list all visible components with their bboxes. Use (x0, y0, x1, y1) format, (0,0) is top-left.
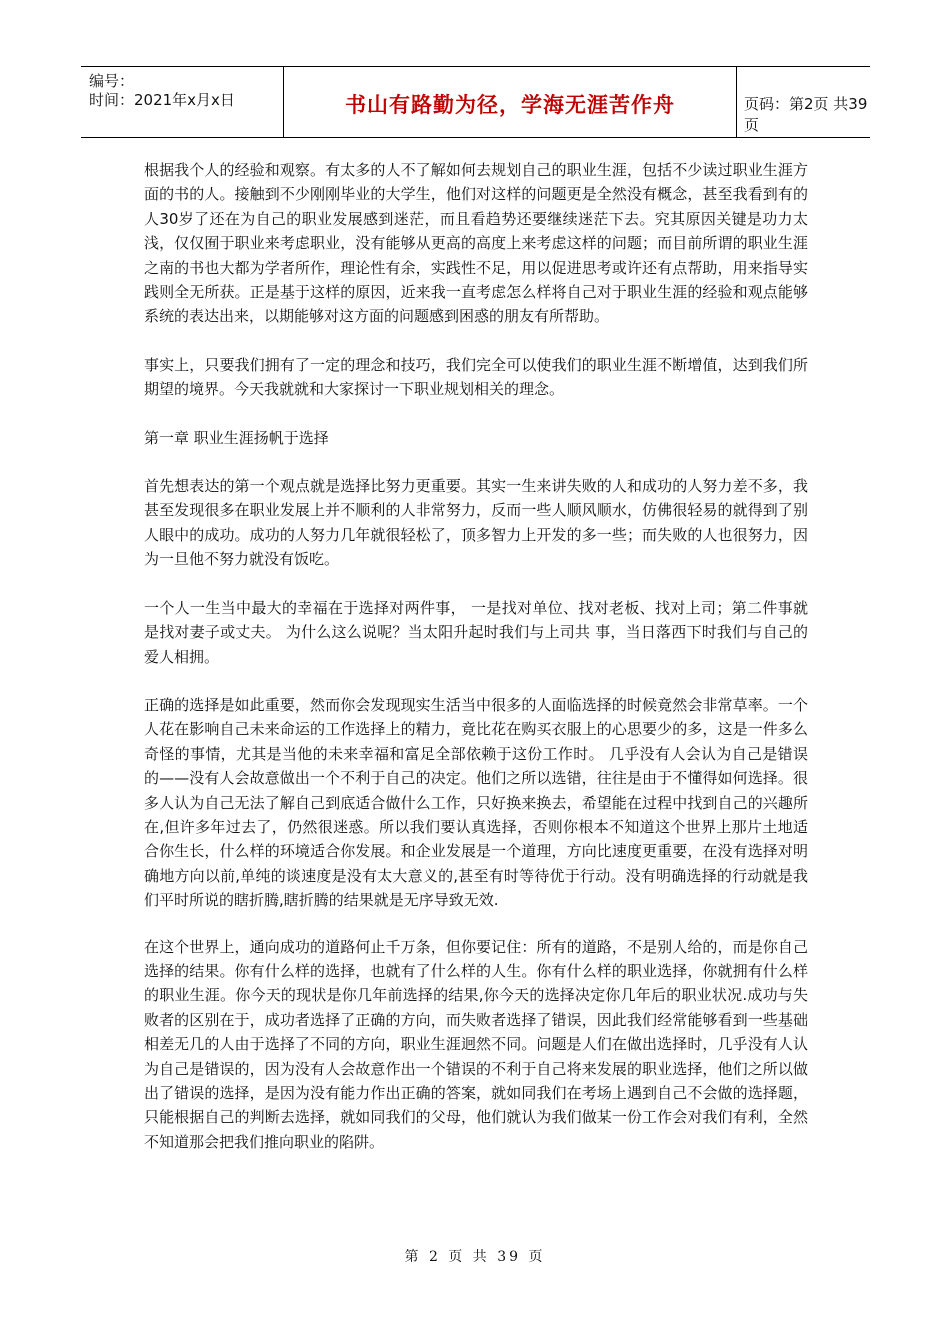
page-header (81, 66, 870, 138)
paragraph: 根据我个人的经验和观察。有太多的人不了解如何去规划自己的职业生涯，包括不少读过职业生涯方面的书的人。接触到不少刚刚毕业的大学生，他们对这样的问题更是全然没有概念，甚至我看到有的人30岁了还在为自己的职业发展感到迷茫，而且看趋势还要继续迷茫下去。究其原因关键是功力太浅，仅仅囿于职业来考虑职业，没有能够从更高的高度上来考虑这样的问题；而目前所谓的职业生涯之南的书也大都为学者所作，理论性有余，实践性不足，用以促进思考或许还有点帮助，用来指导实践则全无所获。正是基于这样的原因，近来我一直考虑怎么样将自己对于职业生涯的经验和观点能够系统的表达出来，以期能够对这方面的问题感到困惑的朋友有所帮助。 (144, 161, 808, 326)
document-number-label: 编号： (89, 72, 135, 90)
header-motto-cell (283, 67, 737, 137)
paragraph: 正确的选择是如此重要，然而你会发现现实生活当中很多的人面临选择的时候竟然会非常草率。一个人花在影响自己未来命运的工作选择上的精力，竟比花在购买衣服上的心思要少的多，这是一件多么奇怪的事情，尤其是当他的未来幸福和富足全部依赖于这份工作时。 几乎没有人会认为自己是错误的——没有人会故意做出一个不利于自己的决定。他们之所以选错，往往是由于不懂得如何选择。很多人认为自己无法了解自己到底适合做什么工作，只好换来换去，希望能在过程中找到自己的兴趣所在,但许多年过去了，仍然很迷惑。所以我们要认真选择，否则你根本不知道这个世界上那片土地适合你生长，什么样的环境适合你发展。和企业发展是一个道理，方向比速度更重要，在没有选择对明确地方向以前,单纯的谈速度是没有太大意义的,甚至有时等待优于行动。没有明确选择的行动就是我们平时所说的瞎折腾,瞎折腾的结果就是无序导致无效. (144, 695, 808, 910)
page-footer: 第 2 页 共 39 页 (404, 1249, 546, 1265)
paragraph: 一个人一生当中最大的幸福在于选择对两件事， 一是找对单位、找对老板、找对上司；第二件事就是找对妻子或丈夫。 为什么这么说呢？当太阳升起时我们与上司共 事，当日落西下时我们与自己的爱人相拥。 (144, 598, 808, 666)
document-body (144, 158, 808, 1154)
paragraph: 在这个世界上，通向成功的道路何止千万条，但你要记住：所有的道路，不是别人给的，而是你自己选择的结果。你有什么样的选择，也就有了什么样的人生。你有什么样的职业选择，你就拥有什么样的职业生涯。你今天的现状是你几年前选择的结果,你今天的选择决定你几年后的职业状况.成功与失败者的区别在于，成功者选择了正确的方向，而失败者选择了错误，因此我们经常能够看到一些基础相差无几的人由于选择了不同的方向，职业生涯迥然不同。问题是人们在做出选择时，几乎没有人认为自己是错误的，因为没有人会故意作出一个错误的不利于自己将来发展的职业选择，他们之所以做出了错误的选择，是因为没有能力作出正确的答案，就如同我们在考场上遇到自己不会做的选择题，只能根据自己的判断去选择，就如同我们的父母，他们就认为我们做某一份工作会对我们有利，全然不知道那会把我们推向职业的陷阱。 (144, 937, 808, 1151)
header-page-cell (736, 67, 870, 137)
paragraph: 首先想表达的第一个观点就是选择比努力更重要。其实一生来讲失败的人和成功的人努力差不多，我甚至发现很多在职业发展上并不顺利的人非常努力，反而一些人顺风顺水，仿佛很轻易的就得到了别人眼中的成功。成功的人努力几年就很轻松了，顶多智力上开发的多一些；而失败的人也很努力，因为一旦他不努力就没有饭吃。 (144, 477, 808, 569)
header-page-info: 页码：第2页 共39页 (744, 95, 868, 134)
header-motto: 书山有路勤为径，学海无涯苦作舟 (345, 93, 675, 117)
document-date-label: 时间：2021年x月x日 (89, 91, 235, 109)
paragraph: 事实上，只要我们拥有了一定的理念和技巧，我们完全可以使我们的职业生涯不断增值，达到我们所期望的境界。今天我就就和大家探讨一下职业规划相关的理念。 (144, 355, 808, 399)
chapter-heading: 第一章 职业生涯扬帆于选择 (144, 428, 329, 447)
header-info-cell (81, 67, 283, 137)
